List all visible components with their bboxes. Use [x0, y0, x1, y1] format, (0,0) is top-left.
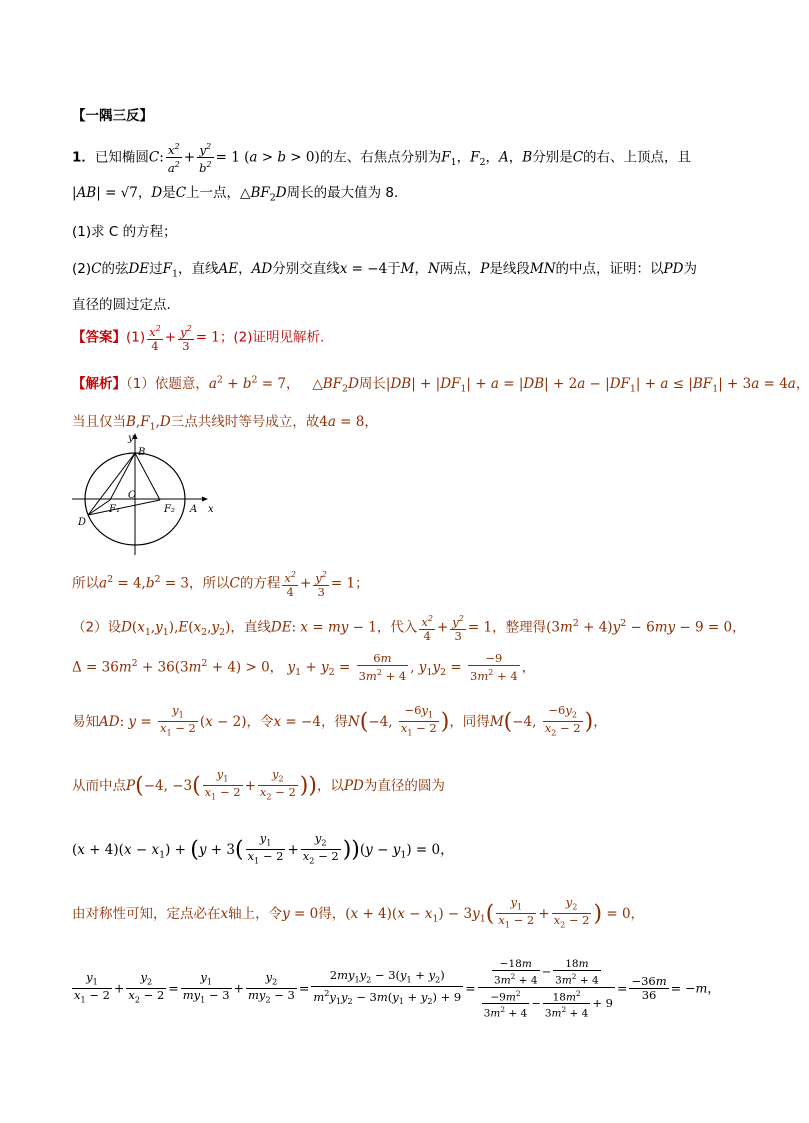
analysis-line-5: $\Delta = 36m^2 + 36(3m^2 + 4) > 0$， $y_1 + y_2$ = $\frac{6m}{3m^2 + 4}$ , $y_1y_2$ = $\frac{-9}{3m^2 + 4}$ ，	[72, 651, 536, 683]
analysis-line-2: 当且仅当$B,F_1,D$三点共线时等号成立，故4a = 8，	[72, 414, 378, 433]
analysis-text: ，整理得	[492, 619, 547, 636]
problem-part-1: (1)求 C 的方程；	[72, 224, 177, 240]
answer-label: 【答案】	[72, 329, 126, 346]
analysis-line-9: 由对称性可知，定点必在x轴上，令y = 0得，$(x + 4)(x - x_1) - 3y_1$( $\frac{y_1}{x_1 - 2}$ + $\frac{y_2}{x_2 - 2}$ ) = 0，	[72, 895, 645, 930]
analysis-line-10: $\frac{y_1}{x_1 - 2}$ + $\frac{y_2}{x_2 - 2}$ = $\frac{y_1}{my_1 - 3}$ + $\frac{y_2}{my_2 - 3}$ = $\frac{2my_1y_2 - 3(y_1 + y_2)}{m^2y_1y_2 - 3m(y_1 + y_2) + 9}$ = $\frac{-18m}{3m^2 + 4}$ − $\frac{18m}{3m^2 + 4}$ $\frac{-9m^2}{3m^2 + 4}$ − $\frac{18m^2}{3m^2 + 4}$ + 9 = $\frac{-36m}{36}$ = −m，	[74, 958, 720, 1020]
analysis-text: 为直径的圆为	[363, 777, 445, 794]
analysis-text: 得，	[318, 905, 346, 922]
analysis-label: 【解析】	[72, 376, 126, 392]
label-f2: F₂	[164, 504, 175, 515]
problem-text: ，直线	[178, 261, 219, 277]
problem-text: 是线段	[489, 261, 530, 277]
label-b: B	[138, 447, 146, 458]
answer-text: ；(2)证明见解析.	[219, 329, 325, 346]
analysis-text: 三点共线时等号成立，故	[170, 414, 320, 430]
problem-text: 周长的最大值为 8.	[286, 185, 399, 201]
problem-text: 分别交直线	[272, 261, 340, 277]
problem-text: 的弦	[101, 261, 129, 277]
math-fraction: $\frac{x^2}{a^2}$	[167, 142, 180, 175]
x-axis-arrow-icon	[202, 497, 208, 502]
analysis-text: （2）设	[72, 619, 122, 636]
analysis-line-6: 易知AD: y = $\frac{y_1}{x_1 - 2}$ (x − 2)，令x = −4，得N(−4, $\frac{-6y_1}{x_1 - 2}$ )，同得M(−4, $\frac{-6y_2}{x_2 - 2}$ )，	[72, 703, 607, 738]
answer-text: (1)	[126, 329, 146, 346]
analysis-text: ，得	[320, 713, 348, 730]
analysis-text: （1）依题意，	[126, 376, 209, 392]
analysis-text: ，所以	[189, 575, 230, 592]
label-a: A	[190, 504, 198, 515]
problem-line-1: 1．已知椭圆C: $\frac{x^2}{a^2}$ + $\frac{y^2}{b^2}$ = 1 (a > b > 0)的左、右焦点分别为$F_1$，$F_2$，A，B分别是C的右、上顶点，且	[72, 142, 692, 175]
analysis-line-1: 【解析】（1）依题意，$a^2 + b^2 = 7$， $\triangle BF_2D$周长$|DB| + |DF_1| + a = |DB| + 2a - |DF_1| + a \le |BF_1| + 3a = 4a$，	[72, 374, 809, 395]
problem-text: 上一点，	[186, 185, 241, 201]
analysis-line-8: $(x + 4)(x - x_1) + (y + 3$( $\frac{y_1}{x_1 - 2}$ + $\frac{y_2}{x_2 - 2}$ ))$(y - y_1) = 0$，	[72, 831, 454, 866]
problem-text: 于	[387, 261, 401, 277]
analysis-text: ，同得	[449, 713, 490, 730]
math-fraction: $\frac{y^2}{b^2}$	[199, 142, 212, 175]
label-x: x	[208, 504, 214, 515]
analysis-text: ，以	[316, 777, 344, 794]
analysis-text: 由对称性可知，定点必在	[72, 905, 221, 922]
problem-text: 的中点，证明：以	[555, 261, 664, 277]
problem-part-2-cont: 直径的圆过定点.	[72, 297, 171, 313]
analysis-text: 轴上，令	[228, 905, 283, 922]
analysis-line-4: （2）设$D(x_1,y_1),E(x_2,y_2)$，直线DE: x = my − 1，代入 $\frac{x^2}{4}$ + $\frac{y^2}{3}$ = 1，整理得$(3m^2 + 4)y^2 - 6my - 9 = 0$，	[72, 614, 746, 643]
analysis-line-3: 所以$a^2 = 4,b^2 = 3$，所以C的方程 $\frac{x^2}{4}$ + $\frac{y^2}{3}$ = 1；	[72, 570, 369, 599]
analysis-text: 易知	[72, 713, 99, 730]
label-y: y	[128, 433, 134, 444]
problem-part-2: (2)C的弦DE过$F_1$，直线AE，AD分别交直线x = −4于M，N两点，P是线段MN的中点，证明：以PD为	[72, 261, 697, 280]
analysis-text: 周长	[358, 376, 386, 392]
analysis-text: 所以	[72, 575, 99, 592]
analysis-text: 从而中点	[72, 777, 126, 794]
problem-line-2: |AB| = √7，D是C上一点，$\triangle BF_2D$周长的最大值为 8.	[72, 185, 399, 204]
problem-text: 的右、上顶点，且	[583, 149, 692, 166]
problem-text: 是	[162, 185, 176, 201]
problem-text: 为	[683, 261, 697, 277]
label-o: O	[128, 490, 137, 501]
analysis-text: ，令	[246, 713, 274, 730]
problem-text: 过	[149, 261, 163, 277]
problem-text: 已知椭圆	[94, 149, 149, 166]
analysis-text: 当且仅当	[72, 414, 126, 430]
problem-number: 1．	[72, 149, 95, 166]
problem-text: 的左、右焦点分别为	[319, 149, 442, 166]
label-f1: F₁	[109, 504, 120, 515]
problem-text: 两点，	[439, 261, 481, 277]
analysis-text: ，直线	[230, 619, 271, 636]
analysis-text: 的方程	[239, 575, 281, 592]
analysis-text: ，代入	[376, 619, 418, 636]
ellipse-figure	[72, 430, 217, 560]
problem-text: 分别是	[532, 149, 573, 166]
section-title: 【一隅三反】	[72, 108, 153, 124]
problem-text: (2)	[72, 261, 92, 277]
answer-line: 【答案】(1) $\frac{x^2}{4}$ + $\frac{y^2}{3}$ = 1；(2)证明见解析.	[72, 324, 325, 353]
label-d: D	[78, 517, 87, 528]
analysis-line-7: 从而中点P(−4, −3( $\frac{y_1}{x_1 - 2}$ + $\frac{y_2}{x_2 - 2}$ ))，以PD为直径的圆为	[72, 767, 445, 802]
segment-bf2	[135, 453, 160, 500]
